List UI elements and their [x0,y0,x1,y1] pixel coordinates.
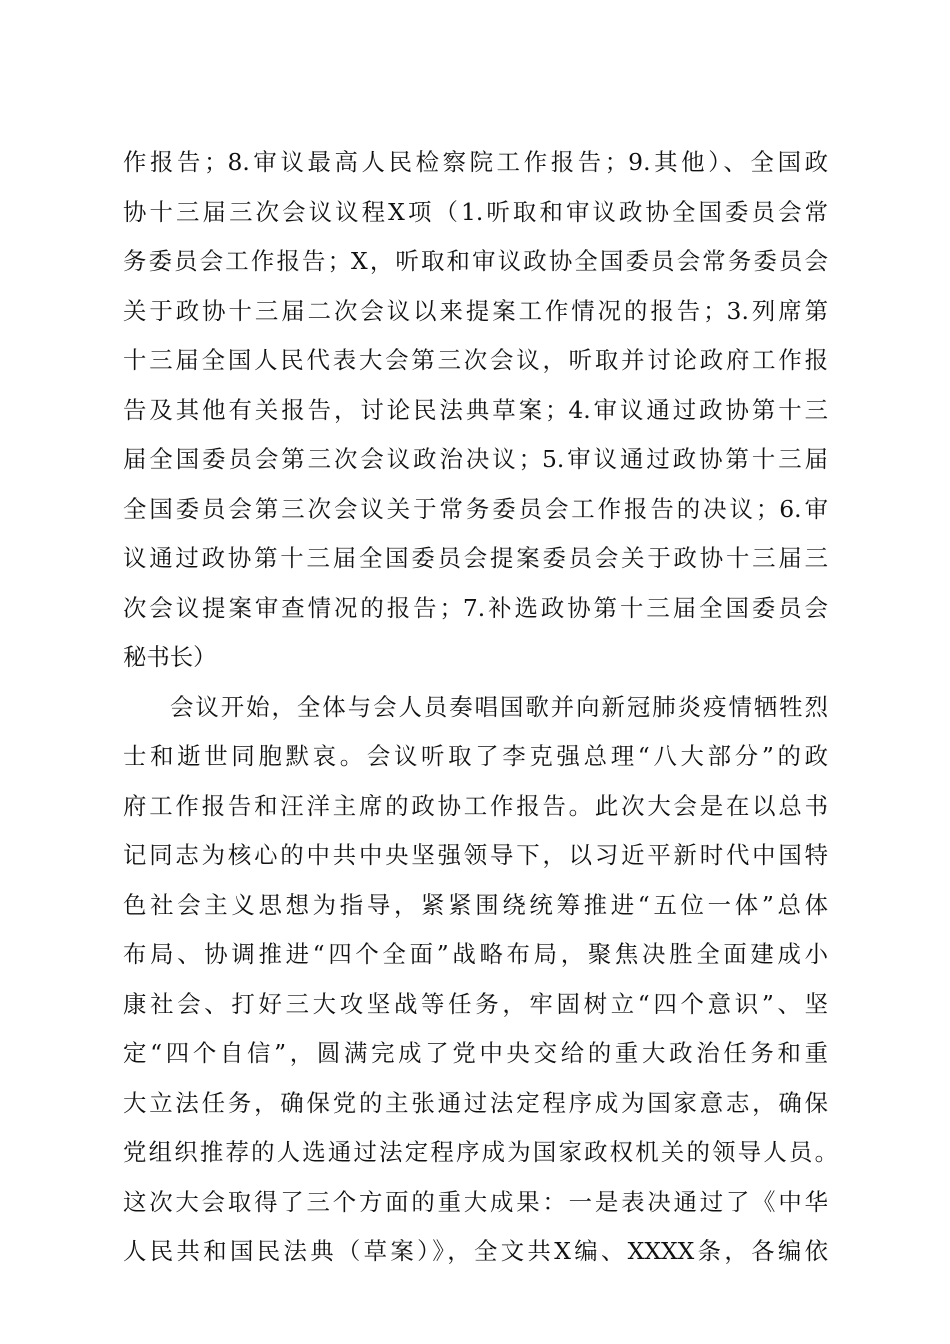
text-line: 议通过政协第十三届全国委员会提案委员会关于政协十三届三 [123,544,828,572]
text-line: 记同志为核心的中共中央坚强领导下，以习近平新时代中国特 [123,841,828,869]
text-line: 定“四个自信”，圆满完成了党中央交给的重大政治任务和重 [123,1039,828,1067]
text-line: 务委员会工作报告；X，听取和审议政协全国委员会常务委员会 [123,247,828,275]
text-line: 色社会主义思想为指导，紧紧围绕统筹推进“五位一体”总体 [123,891,828,919]
text-line: 关于政协十三届二次会议以来提案工作情况的报告；3.列席第 [123,297,828,325]
text-line: 秘书长） [123,643,217,671]
text-line: 作报告；8.审议最高人民检察院工作报告；9.其他）、全国政 [123,148,828,176]
text-line: 布局、协调推进“四个全面”战略布局，聚焦决胜全面建成小 [123,940,828,968]
text-line: 这次大会取得了三个方面的重大成果：一是表决通过了《中华 [123,1188,828,1216]
text-line: 全国委员会第三次会议关于常务委员会工作报告的决议；6.审 [123,495,828,523]
paragraph-first-line: 会议开始，全体与会人员奏唱国歌并向新冠肺炎疫情牺牲烈 [170,693,828,721]
text-line: 人民共和国民法典（草案）》，全文共X编、XXXX条，各编依 [123,1237,828,1265]
text-line: 府工作报告和汪洋主席的政协工作报告。此次大会是在以总书 [123,792,828,820]
text-line: 告及其他有关报告，讨论民法典草案；4.审议通过政协第十三 [123,396,828,424]
text-line: 大立法任务，确保党的主张通过法定程序成为国家意志，确保 [123,1089,828,1117]
text-line: 十三届全国人民代表大会第三次会议，听取并讨论政府工作报 [123,346,828,374]
text-line: 士和逝世同胞默哀。会议听取了李克强总理“八大部分”的政 [123,742,828,770]
text-line: 康社会、打好三大攻坚战等任务，牢固树立“四个意识”、坚 [123,990,828,1018]
text-line: 届全国委员会第三次会议政治决议；5.审议通过政协第十三届 [123,445,828,473]
text-line: 次会议提案审查情况的报告；7.补选政协第十三届全国委员会 [123,594,828,622]
text-line: 协十三届三次会议议程X项（1.听取和审议政协全国委员会常 [123,198,828,226]
text-line: 党组织推荐的人选通过法定程序成为国家政权机关的领导人员。 [123,1138,838,1166]
